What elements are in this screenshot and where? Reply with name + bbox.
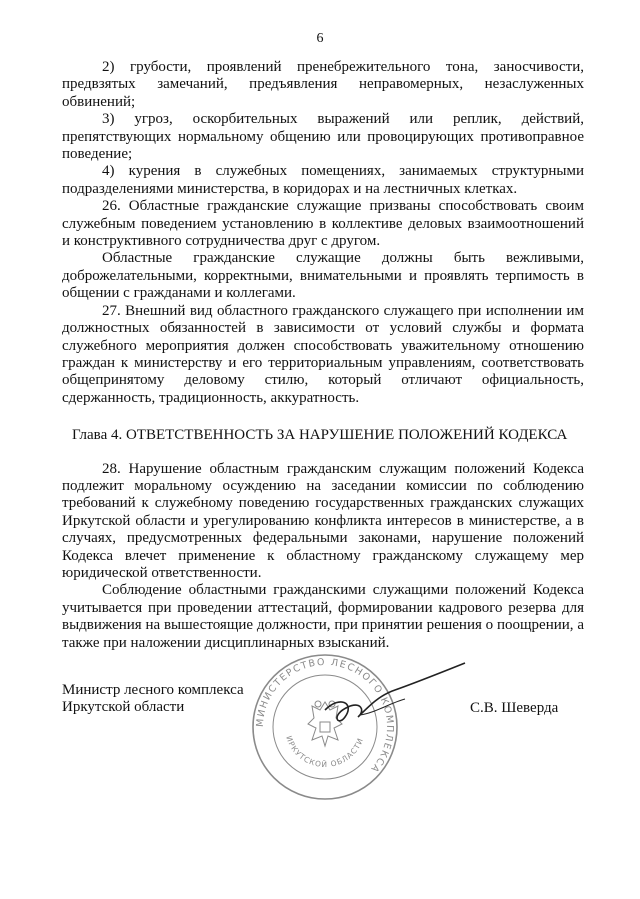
- paragraph-28-cont: Соблюдение областными гражданскими служащими положений Кодекса учитывается при проведении аттестаций, формировании кадрового резерва для выдвижения на вышестоящие должности, при принятии решения о поощрении, а также при наложении дисциплинарных взысканий.: [62, 582, 584, 651]
- document-body: [62, 59, 584, 652]
- paragraph-item-2: 2) грубости, проявлений пренебрежительного тона, заносчивости, предвзятых замечаний, предъявления неправомерных, незаслуженных обвинений;: [62, 59, 584, 110]
- paragraph-item-3: 3) угроз, оскорбительных выражений или реплик, действий, препятствующих нормальному общению или провоцирующих противоправное поведение;: [62, 111, 584, 163]
- paragraph-26: 26. Областные гражданские служащие призваны способствовать своим служебным поведением установлению в коллективе деловых взаимоотношений и конструктивного сотрудничества друг с другом.: [62, 198, 584, 250]
- handwritten-signature: [300, 655, 475, 745]
- page-number: 6: [316, 31, 324, 46]
- chapter-title: Глава 4. ОТВЕТСТВЕННОСТЬ ЗА НАРУШЕНИЕ ПОЛОЖЕНИЙ КОДЕКСА: [72, 427, 568, 444]
- signatory-position-line1: Министр лесного комплекса: [62, 682, 244, 698]
- paragraph-27: 27. Внешний вид областного гражданского служащего при исполнении им должностных обязанностей в зависимости от условий службы и формата служебного мероприятия должен способствовать уважительному отношению граждан к министерству и его территориальным управлениям, соответствовать общепринятому деловому стилю, который отличают официальность, сдержанность, традиционность, аккуратность.: [62, 302, 584, 406]
- signatory-position-line2: Иркутской области: [62, 699, 185, 716]
- signatory-position: [62, 682, 244, 717]
- stamp-inner-text: ИРКУТСКОЙ ОБЛАСТИ: [284, 734, 366, 770]
- stamp-outer-text: МИНИСТЕРСТВО ЛЕСНОГО КОМПЛЕКСА: [254, 656, 396, 776]
- paragraph-28: 28. Нарушение областным гражданским служащим положений Кодекса подлежит моральному осуждению на заседании комиссии по соблюдению требований к служебному поведению государственных гражданских служащих Иркутской области и урегулированию конфликта интересов в министерстве, а в случаях, предусмотренных федеральными законами, нарушение положений Кодекса влечет применение к областному гражданскому служащему мер юридической ответственности.: [62, 460, 584, 581]
- paragraph-26-cont: Областные гражданские служащие должны быть вежливыми, доброжелательными, корректными, внимательными и проявлять терпимость в общении с гражданами и коллегами.: [62, 250, 584, 302]
- signatory-name: С.В. Шеверда: [470, 700, 559, 716]
- paragraph-item-4: 4) курения в служебных помещениях, занимаемых структурными подразделениями министерства, в коридорах и на лестничных клетках.: [62, 163, 584, 197]
